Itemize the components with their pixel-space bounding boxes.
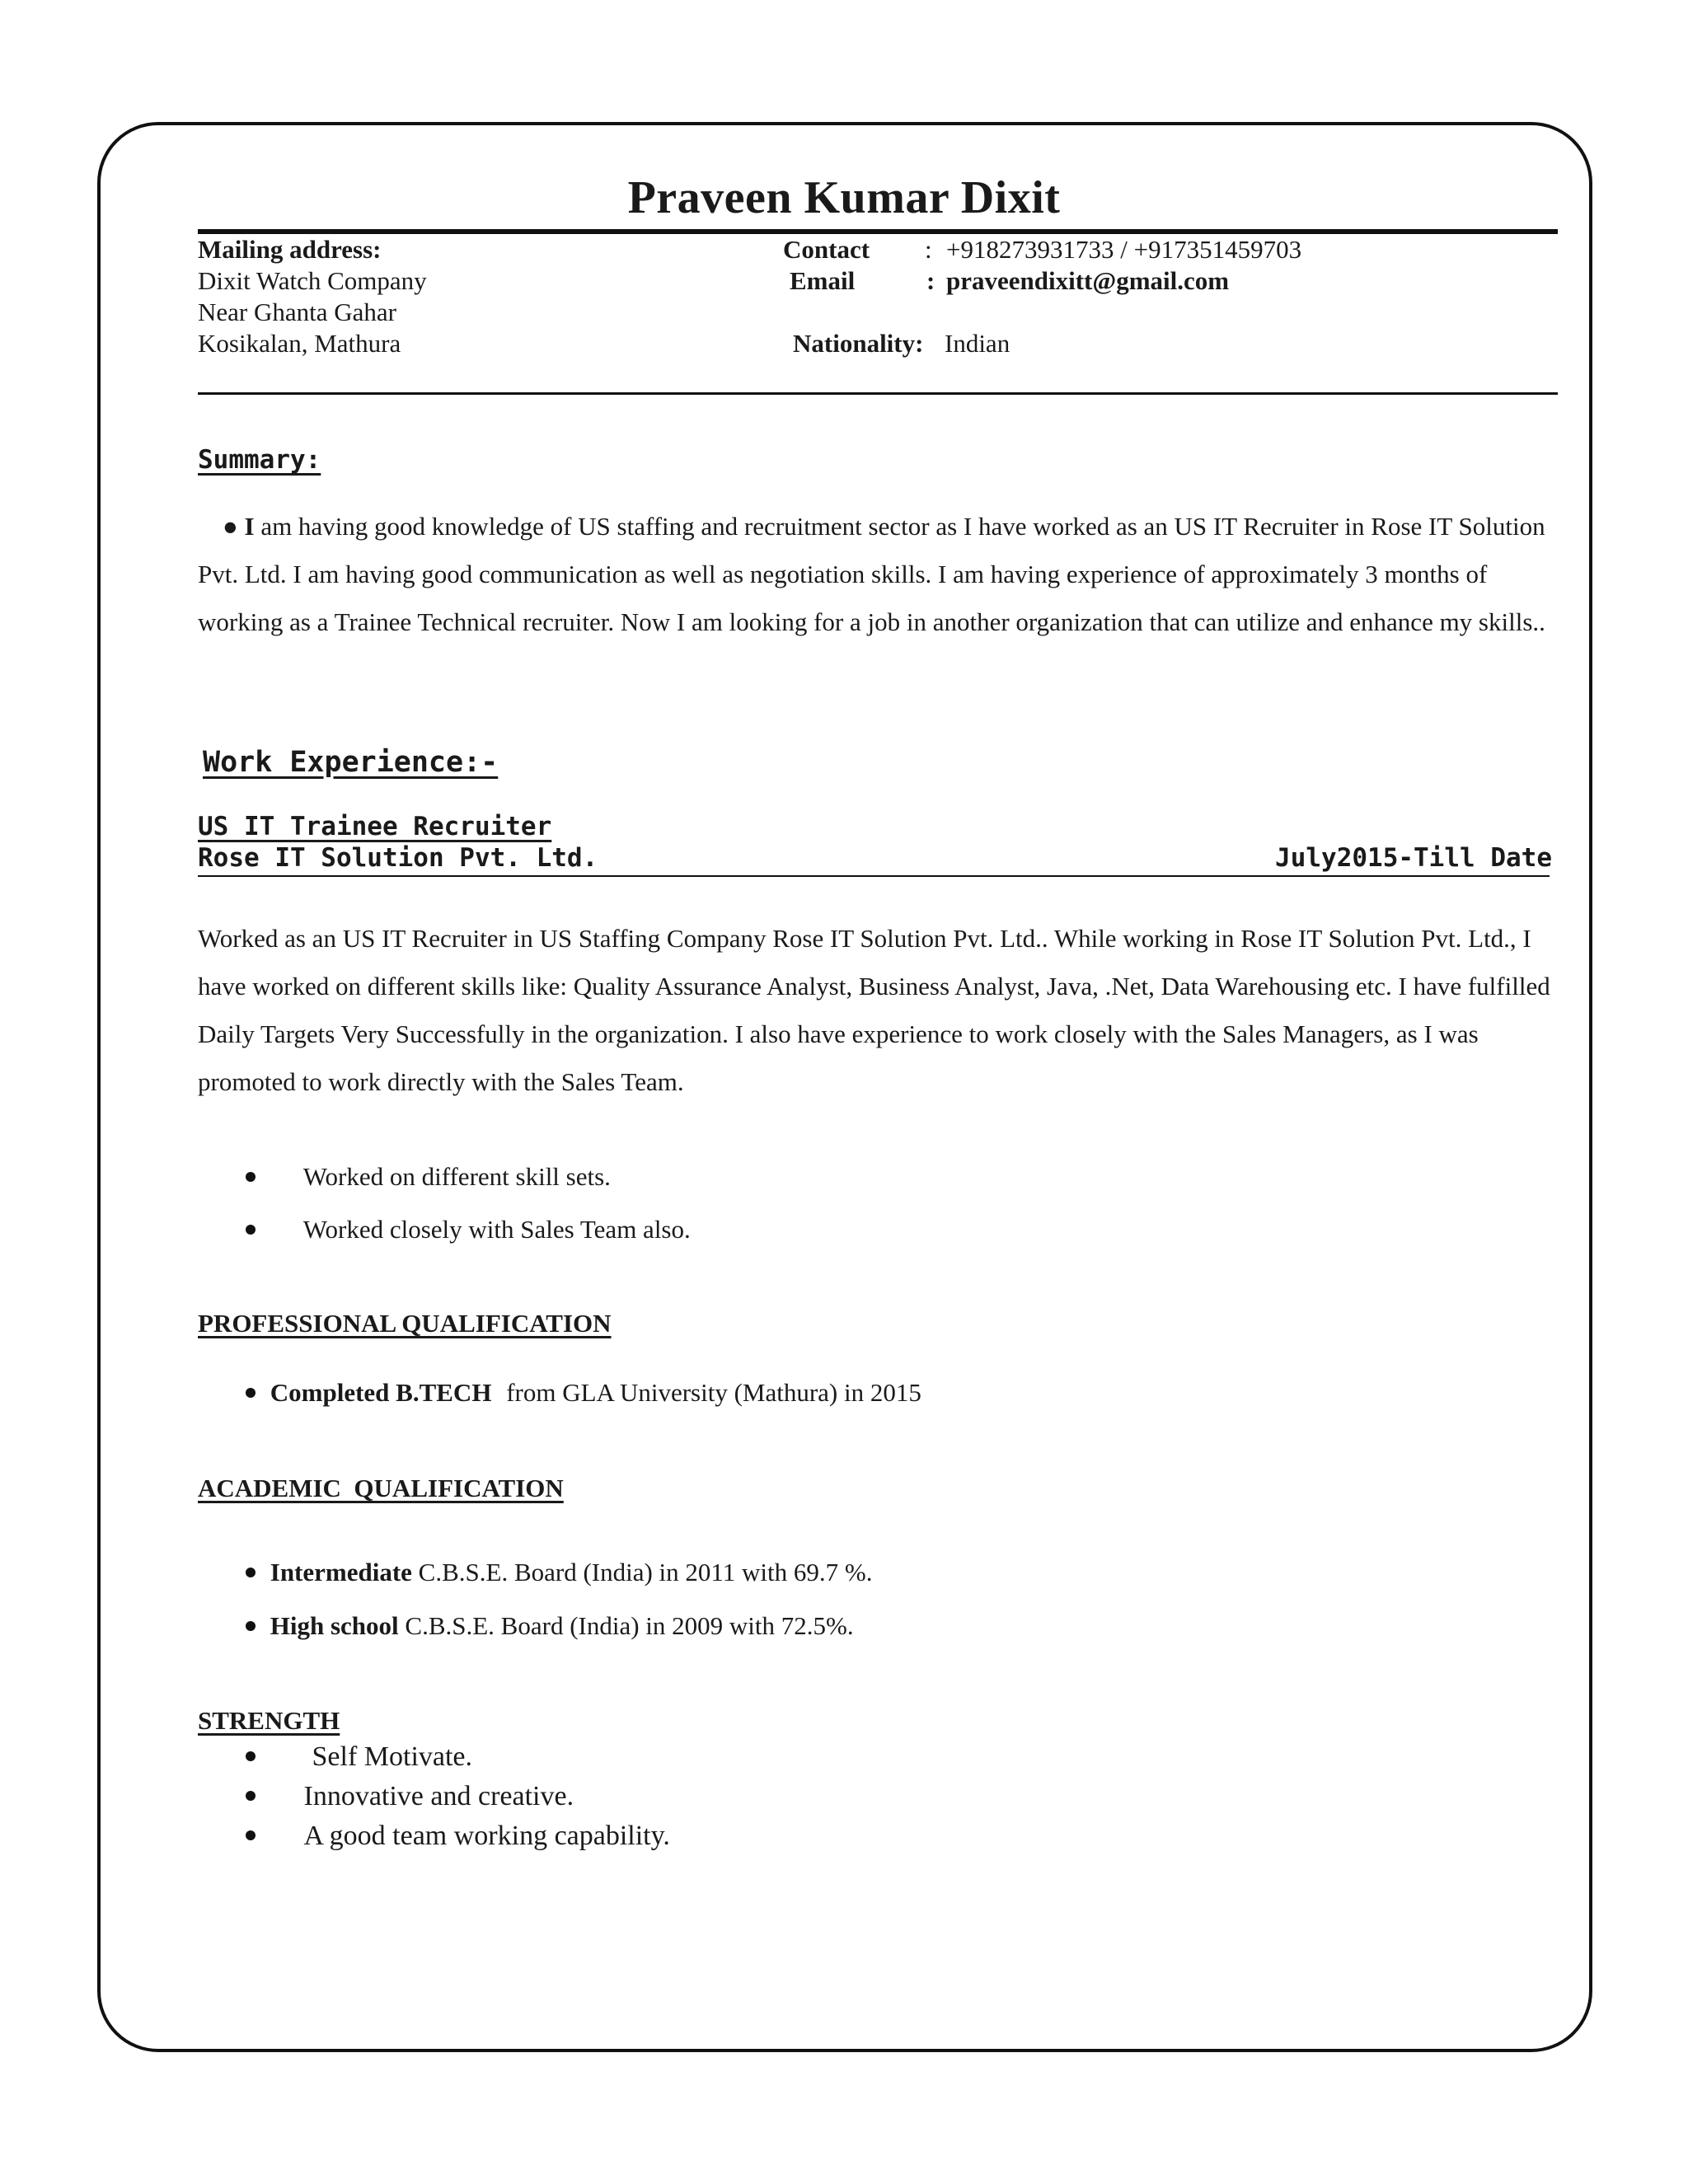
strength-item-2 — [246, 1780, 574, 1813]
strength-item-1 — [246, 1741, 472, 1774]
summary-lead: I — [244, 512, 255, 541]
strength-item-2-text: Innovative and creative. — [303, 1781, 574, 1811]
professional-item-1-bold: Completed B.TECH — [270, 1378, 492, 1407]
experience-bullet-2-text: Worked closely with Sales Team also. — [302, 1215, 691, 1244]
nationality-value: Indian — [945, 329, 1010, 358]
experience-bullet-1 — [246, 1160, 611, 1193]
address-line-3: Kosikalan, Mathura — [198, 329, 401, 358]
email-separator: : — [926, 266, 935, 295]
experience-bullet-2 — [246, 1213, 691, 1246]
strength-heading: STRENGTH — [198, 1706, 340, 1735]
job-description: Worked as an US IT Recruiter in US Staffing Company Rose IT Solution Pvt. Ltd.. While working in Rose IT Solution Pvt. Ltd., I have worked on different skills like: Quality Assurance Analyst, Business Analyst, Java, .Net, Data Warehousing etc. I have fulfilled Daily Targets Very Successfully in the organization. I also have experience to work closely with the Sales Managers, as I was promoted to work directly with the Sales Team. — [198, 924, 1550, 1096]
bullet-dot — [246, 1621, 256, 1631]
academic-item-2-bold: High school — [270, 1611, 399, 1640]
nationality-label: Nationality: — [793, 329, 924, 358]
strength-item-3-text: A good team working capability. — [303, 1821, 670, 1851]
job-underline — [198, 875, 1550, 877]
academic-item-2-text: C.B.S.E. Board (India) in 2009 with 72.5%. — [405, 1611, 854, 1640]
professional-qualification-heading: PROFESSIONAL QUALIFICATION — [198, 1309, 612, 1338]
candidate-name: Praveen Kumar Dixit — [627, 172, 1061, 223]
email-label: Email — [790, 266, 856, 295]
bullet-dot — [246, 1751, 256, 1761]
bullet-dot — [246, 1388, 256, 1398]
summary-bullet: ● — [223, 512, 245, 541]
bullet-dot — [246, 1791, 256, 1801]
contact-label: Contact — [783, 235, 870, 264]
contact-value: +918273931733 / +917351459703 — [946, 235, 1302, 264]
strength-item-3 — [246, 1820, 670, 1853]
summary-paragraph — [198, 503, 1559, 646]
academic-item-1 — [246, 1556, 872, 1589]
experience-bullet-1-text: Worked on different skill sets. — [302, 1162, 611, 1191]
academic-item-1-text: C.B.S.E. Board (India) in 2011 with 69.7 %. — [418, 1558, 873, 1586]
header-divider — [198, 229, 1558, 234]
professional-item-1 — [246, 1376, 921, 1409]
academic-item-1-bold: Intermediate — [270, 1558, 412, 1586]
contact-separator: : — [925, 235, 932, 264]
bullet-dot — [246, 1830, 256, 1840]
job-company: Rose IT Solution Pvt. Ltd. — [198, 843, 598, 873]
job-dates: July2015-Till Date — [1275, 843, 1552, 873]
strength-item-1-text: Self Motivate. — [312, 1741, 473, 1772]
bullet-dot — [246, 1568, 256, 1577]
academic-item-2 — [246, 1610, 854, 1643]
mailing-address-label: Mailing address: — [198, 235, 382, 264]
professional-item-1-text: from GLA University (Mathura) in 2015 — [506, 1378, 921, 1407]
summary-heading: Summary: — [198, 445, 321, 475]
address-line-1: Dixit Watch Company — [198, 266, 427, 295]
address-line-2: Near Ghanta Gahar — [198, 298, 396, 326]
contact-divider — [198, 392, 1558, 395]
summary-text: am having good knowledge of US staffing and recruitment sector as I have worked as an US IT Recruiter in Rose IT Solution Pvt. Ltd. I am having good communication as well as negotiation skills. I am having experience of approximately 3 months of working as a Trainee Technical recruiter. Now I am looking for a job in another organization that can utilize and enhance my skills.. — [198, 512, 1545, 636]
academic-qualification-heading: ACADEMIC QUALIFICATION — [198, 1474, 564, 1502]
email-value: praveendixitt@gmail.com — [946, 266, 1230, 295]
work-experience-heading: Work Experience:- — [203, 746, 499, 779]
bullet-dot — [246, 1225, 256, 1235]
bullet-dot — [246, 1172, 256, 1182]
job-role: US IT Trainee Recruiter — [198, 812, 552, 841]
